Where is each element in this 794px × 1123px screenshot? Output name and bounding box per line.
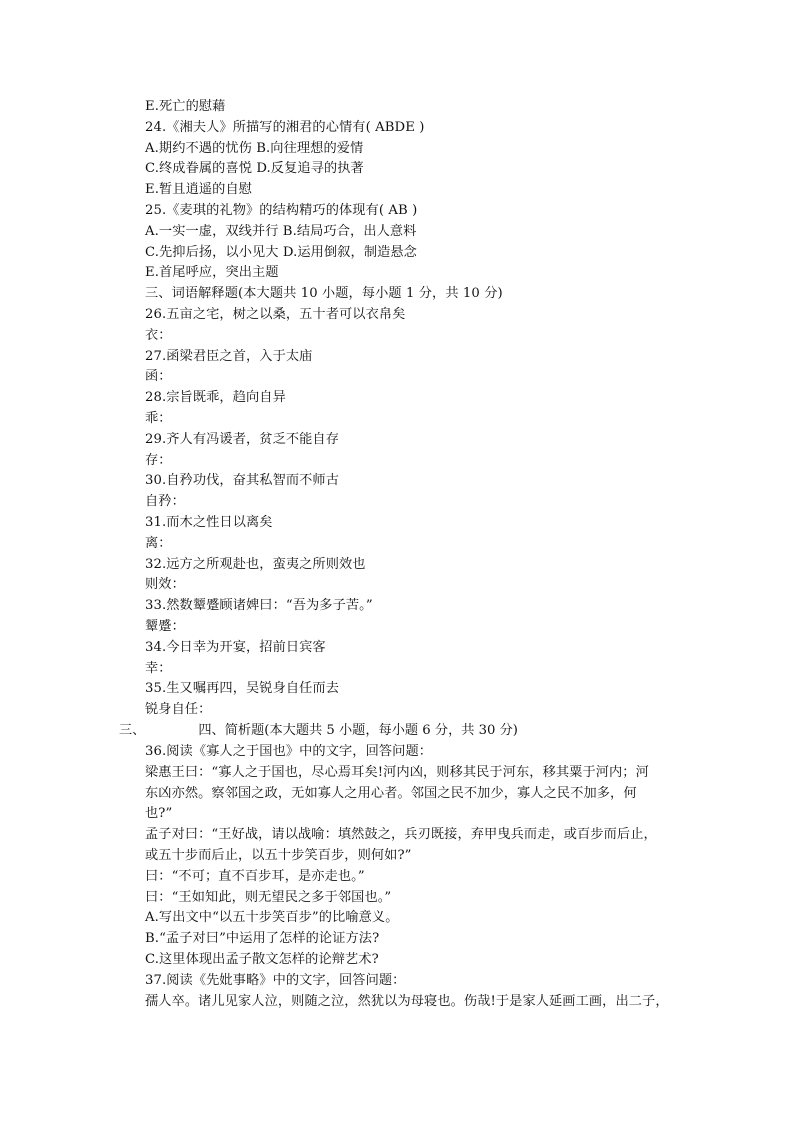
text-line: 乖： bbox=[145, 410, 172, 426]
text-line: 也?” bbox=[145, 806, 173, 822]
text-line: 35.生又嘱再四，吴锐身自任而去 bbox=[145, 681, 340, 697]
text-line: 34.今日幸为开宴，招前日宾客 bbox=[145, 639, 326, 655]
text-line: C.这里体现出孟子散文怎样的论辩艺术? bbox=[145, 951, 379, 967]
text-line: 三、词语解释题(本大题共 10 小题，每小题 1 分，共 10 分) bbox=[145, 286, 503, 302]
text-line: 孺人卒。诸儿见家人泣，则随之泣，然犹以为母寝也。伤哉!于是家人延画工画，出二子， bbox=[145, 993, 669, 1009]
text-line: 自矜： bbox=[145, 494, 185, 510]
text-line: 36.阅读《寡人之于国也》中的文字，回答问题： bbox=[145, 744, 433, 759]
text-line: 函： bbox=[145, 369, 172, 385]
text-line: C.终成眷属的喜悦 D.反复追寻的执著 bbox=[145, 161, 364, 177]
text-line: 东凶亦然。察邻国之政，无如寡人之用心者。邻国之民不加少，寡人之民不加多，何 bbox=[145, 785, 637, 801]
text-line: 31.而木之性日以离矣 bbox=[145, 514, 273, 530]
document-text-top bbox=[145, 97, 705, 721]
text-line: 25.《麦琪的礼物》的结构精巧的体现有( AB ) bbox=[145, 202, 418, 218]
text-line: 33.然数颦蹙顾诸婢曰：“吾为多子苦。” bbox=[145, 598, 373, 614]
section-heading-4 bbox=[119, 721, 518, 742]
text-line: A.一实一虚，双线并行 B.结局巧合，出人意料 bbox=[145, 223, 417, 239]
text-line: A.期约不遇的忧伤 B.向往理想的爱情 bbox=[145, 140, 364, 156]
text-line: 28.宗旨既乖，趋向自异 bbox=[145, 390, 286, 406]
section-right-label: 四、简析题(本大题共 5 小题，每小题 6 分，共 30 分) bbox=[198, 723, 518, 738]
text-line: 27.函梁君臣之首，入于太庙 bbox=[145, 348, 313, 364]
text-line: E.死亡的慰藉 bbox=[145, 99, 226, 114]
text-line: 存： bbox=[145, 452, 172, 468]
text-line: B.“孟子对曰”中运用了怎样的论证方法? bbox=[145, 931, 380, 947]
text-line: 则效： bbox=[145, 577, 185, 593]
text-line: 30.自矜功伐，奋其私智而不师古 bbox=[145, 473, 340, 489]
text-line: E.暂且逍遥的自慰 bbox=[145, 182, 253, 198]
text-line: 32.远方之所观赴也，蛮夷之所则效也 bbox=[145, 556, 366, 572]
text-line: 颦蹙： bbox=[145, 618, 185, 634]
text-line: 曰：“王如知此，则无望民之多于邻国也。” bbox=[145, 889, 392, 905]
text-line: A.写出文中“以五十步笑百步”的比喻意义。 bbox=[145, 910, 399, 926]
text-line: 衣： bbox=[145, 327, 172, 343]
text-line: 29.齐人有冯谖者，贫乏不能自存 bbox=[145, 431, 340, 447]
text-line: 梁惠王曰：“寡人之于国也，尽心焉耳矣!河内凶，则移其民于河东，移其粟于河内；河 bbox=[145, 764, 649, 780]
document-text-bottom bbox=[145, 742, 705, 1012]
text-line: 24.《湘夫人》所描写的湘君的心情有( ABDE ) bbox=[145, 119, 425, 135]
text-line: 离： bbox=[145, 535, 172, 551]
text-line: 曰：“不可；直不百步耳，是亦走也。” bbox=[145, 868, 365, 884]
text-line: 锐身自任： bbox=[145, 702, 212, 718]
text-line: C.先抑后扬，以小见大 D.运用倒叙，制造悬念 bbox=[145, 244, 417, 260]
text-line: 37.阅读《先妣事略》中的文字，回答问题： bbox=[145, 972, 406, 988]
text-line: 孟子对曰：“王好战，请以战喻：填然鼓之，兵刃既接，弃甲曳兵而走，或百步而后止， bbox=[145, 827, 657, 843]
section-left-label: 三、 bbox=[119, 723, 146, 738]
text-line: 幸： bbox=[145, 660, 172, 676]
text-line: 26.五亩之宅，树之以桑，五十者可以衣帛矣 bbox=[145, 306, 406, 322]
text-line: E.首尾呼应，突出主题 bbox=[145, 265, 279, 281]
text-line: 或五十步而后止，以五十步笑百步，则何如?” bbox=[145, 847, 412, 863]
